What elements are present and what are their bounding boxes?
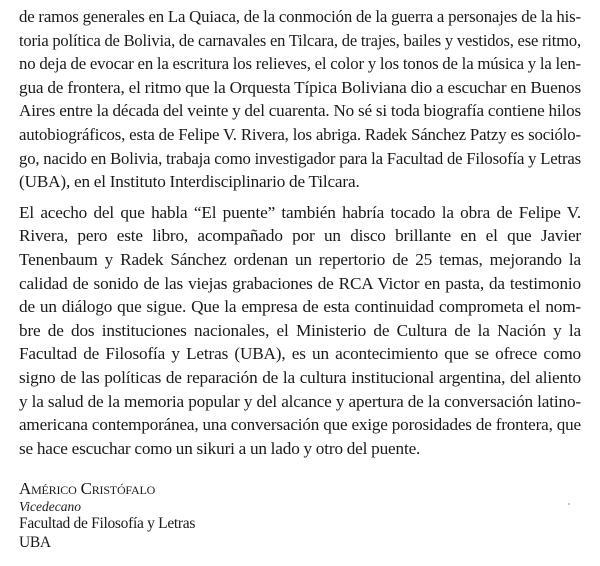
document-page: [19, 5, 581, 552]
paragraph-1: [19, 5, 581, 194]
signature-name: Américo Cristófalo: [19, 479, 156, 499]
paragraph-2: [19, 201, 581, 461]
text-line: Rivera, pero este libro, acompañado por un disco brillante en el que Javier: [19, 226, 581, 246]
text-line: no deja de evocar en la escritura los relieves, el color y los tonos de la música y la len-: [19, 54, 581, 74]
text-line: de ramos generales en La Quiaca, de la conmoción de la guerra a personajes de la his-: [19, 7, 581, 26]
signature-institution: Facultad de Filosofía y Letras: [19, 515, 196, 533]
text-line: bre de dos instituciones nacionales, el Ministerio de Cultura de la Nación y la: [19, 320, 581, 340]
text-line: toria política de Bolivia, de carnavales en Tilcara, de trajes, bailes y vestidos, ese ritmo,: [19, 30, 581, 50]
text-line: americana contemporánea, una conversación que exige porosidades de frontera, que: [19, 415, 581, 435]
text-line: calidad de sonido de las viejas grabaciones de RCA Victor en pasta, da testimonio: [19, 273, 581, 293]
signature-role: Vicedecano: [19, 499, 81, 515]
text-line: Tenenbaum y Radek Sánchez ordenan un repertorio de 25 temas, mejorando la: [19, 249, 581, 269]
text-line: Facultad de Filosofía y Letras (UBA), es un acontecimiento que se ofrece como: [19, 344, 581, 364]
signature-university: UBA: [19, 533, 51, 551]
text-line: signo de las políticas de reparación de la cultura institucional argentina, del aliento: [19, 367, 581, 387]
signature-block: [19, 479, 581, 552]
text-line: go, nacido en Bolivia, trabaja como investigador para la Facultad de Filosofía y Letras: [19, 148, 581, 168]
text-line: de un diálogo que sigue. Que la empresa de esta continuidad comprometa el nom-: [19, 297, 581, 317]
text-line: gua de frontera, el ritmo que la Orquesta Típica Boliviana dio a escuchar en Buenos: [19, 77, 581, 97]
text-line: El acecho del que habla “El puente” también habría tocado la obra de Felipe V.: [19, 202, 581, 222]
text-line: se hace escuchar como un sikuri a un lado y otro del puente.: [19, 438, 421, 458]
text-line: Aires entre la década del veinte y del cuarenta. No sé si toda biografía contiene hilos: [19, 101, 581, 121]
text-line: autobiográficos, esta de Felipe V. Rivera, los abriga. Radek Sánchez Patzy es sociólo-: [19, 124, 581, 144]
text-line: (UBA), en el Instituto Interdisciplinario de Tilcara.: [19, 172, 360, 192]
scan-speck: [568, 503, 570, 505]
text-line: y la salud de la memoria popular y del alcance y apertura de la conversación latino-: [19, 391, 581, 411]
